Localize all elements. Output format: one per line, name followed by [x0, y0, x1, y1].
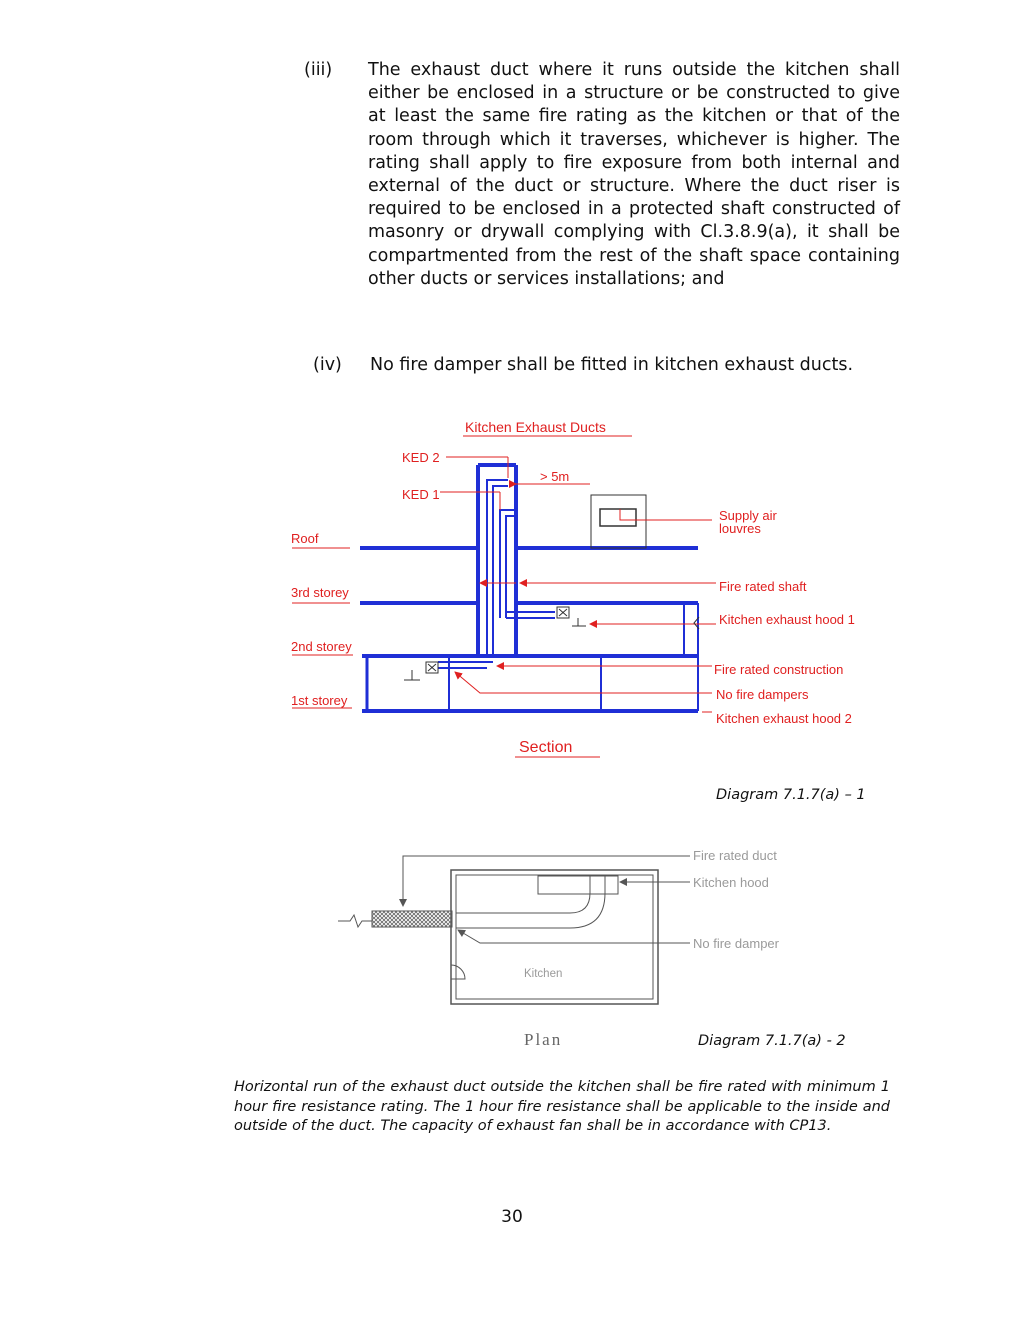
clause-text: No fire damper shall be fitted in kitchen exhaust ducts.: [370, 355, 854, 375]
level-1st-storey: 1st storey: [291, 693, 348, 708]
clause-number: (iii): [304, 60, 333, 80]
section-title: Kitchen Exhaust Ducts: [465, 419, 606, 435]
ked2-label: KED 2: [402, 450, 440, 465]
callout-kitchen-exhaust-hood-1: Kitchen exhaust hood 1: [719, 612, 855, 627]
callout-kitchen-exhaust-hood-2: Kitchen exhaust hood 2: [716, 711, 852, 726]
section-subtitle: Section: [519, 739, 573, 756]
ked1-label: KED 1: [402, 487, 440, 502]
diagram-caption-2: Diagram 7.1.7(a) - 2: [698, 1033, 846, 1049]
leader-lines: [292, 436, 716, 757]
level-2nd-storey: 2nd storey: [291, 639, 352, 654]
page-number: 30: [501, 1207, 523, 1227]
callout-fire-rated-construction: Fire rated construction: [714, 662, 844, 677]
level-3rd-storey: 3rd storey: [291, 585, 349, 600]
clause-number: (iv): [313, 355, 342, 375]
fire-rated-duct: [372, 911, 452, 927]
footnote: Horizontal run of the exhaust duct outside the kitchen shall be fire rated with minimum 1 hour fire resistance rating. The 1 hour fire resistance shall be applicable to the inside and outside of the duct. The capacity of exhaust fan shall be in accordance with CP13.: [234, 1079, 890, 1135]
clause-text: The exhaust duct where it runs outside the kitchen shall either be enclosed in a structure or be constructed to give at least the same fire rating as the kitchen or that of the room through which it traverses, whichever is higher. The rating shall apply to fire exposure from both internal and external of the duct or structure. Where the duct riser is required to be enclosed in a protected shaft constructed of masonry or drywall complying with Cl.3.8.9(a), it shall be compartmented from the rest of the shaft space containing other ducts or services installations; and: [368, 60, 900, 289]
kitchen-exhaust-hood-2-icon: [404, 662, 438, 680]
distance-label: > 5m: [540, 469, 570, 484]
callout-fire-rated-duct: Fire rated duct: [693, 848, 777, 863]
callout-louvres: louvres: [719, 521, 761, 536]
callout-kitchen-hood: Kitchen hood: [693, 875, 769, 890]
callout-fire-rated-shaft: Fire rated shaft: [719, 579, 807, 594]
diagram-caption-1: Diagram 7.1.7(a) – 1: [716, 787, 866, 803]
room-label-kitchen: Kitchen: [524, 968, 563, 980]
callout-supply-air: Supply air: [719, 508, 777, 523]
callout-no-fire-dampers: No fire dampers: [716, 687, 809, 702]
plan-title: Plan: [524, 1030, 563, 1049]
kitchen-exhaust-hood-1-icon: [557, 607, 586, 626]
level-roof: Roof: [291, 531, 319, 546]
callout-no-fire-damper: No fire damper: [693, 936, 779, 951]
